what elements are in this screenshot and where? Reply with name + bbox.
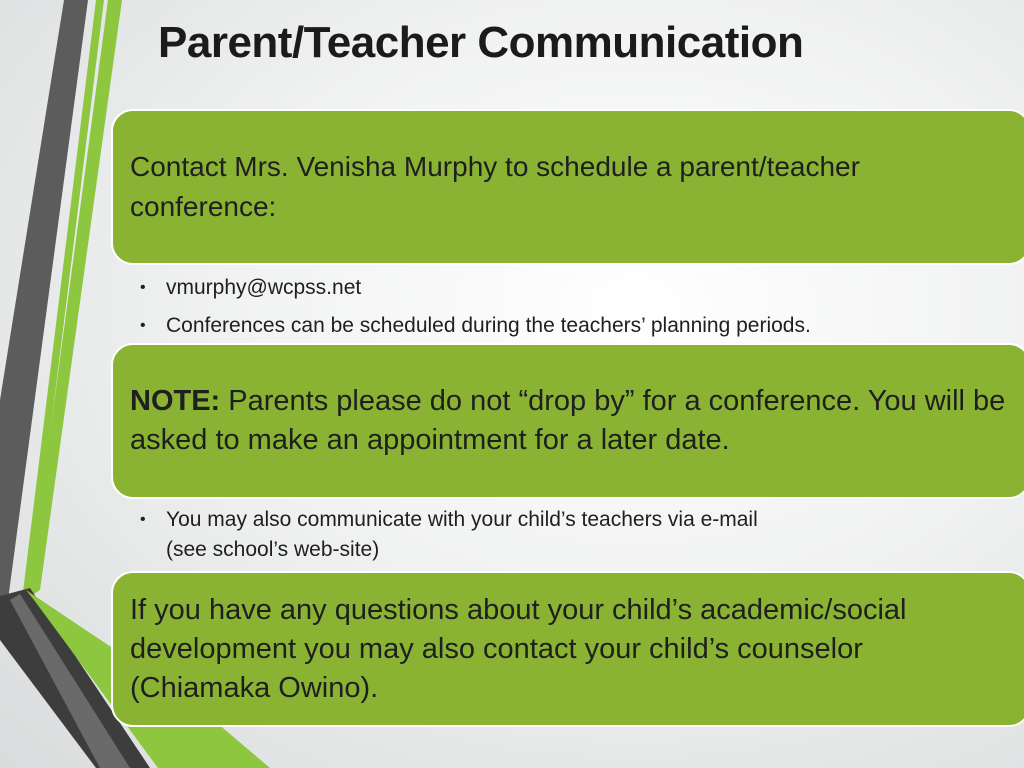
email-text: vmurphy@wcpss.net: [166, 276, 362, 299]
counselor-box: [111, 571, 1024, 727]
list-item: [140, 269, 811, 307]
bullet-dot: •: [140, 511, 146, 528]
contact-box: [111, 109, 1024, 265]
contact-bullet-list: [140, 269, 811, 345]
bullet-dot: •: [140, 317, 146, 334]
email-bullet-list: [140, 504, 758, 564]
list-item: [140, 307, 811, 345]
counselor-text: If you have any questions about your child’s academic/social development you may also contact your child’s counselor (Chiamaka Owino).: [130, 593, 907, 704]
communicate-text: You may also communicate with your child’s teachers via e-mail: [166, 508, 758, 531]
bullet-dot: •: [140, 279, 146, 296]
note-paragraph: [130, 382, 1009, 460]
list-item: [140, 504, 758, 564]
schedule-text: Conferences can be scheduled during the teachers’ planning periods.: [166, 314, 811, 337]
website-note-text: (see school’s web-site): [166, 538, 380, 561]
note-label: NOTE:: [130, 385, 221, 417]
note-text: Parents please do not “drop by” for a conference. You will be asked to make an appointment for a later date.: [130, 385, 1006, 456]
note-box: [111, 343, 1024, 499]
contact-text: Contact Mrs. Venisha Murphy to schedule a parent/teacher conference:: [130, 151, 860, 222]
page-title: Parent/Teacher Communication: [158, 18, 804, 67]
